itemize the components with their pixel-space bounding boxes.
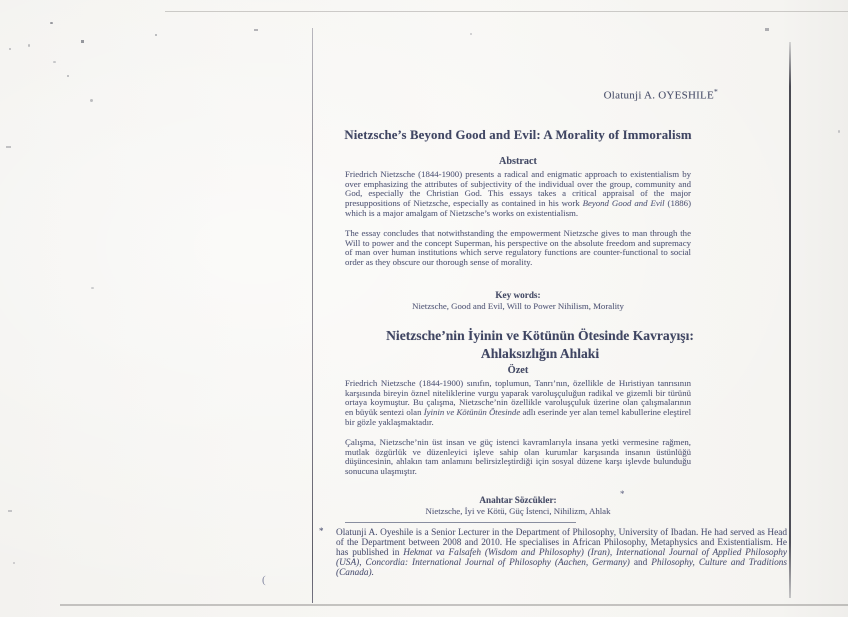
scan-speck [838, 130, 840, 133]
abstract-heading: Abstract [499, 156, 537, 167]
scan-speck [470, 33, 472, 35]
author-line [604, 87, 718, 102]
ozet-paragraph-1: Friedrich Nietzsche (1844-1900) sınıfın, toplumun, Tanrı’nın, özellikle de Hıristiyan tanrısının karşısında bireyin öznel niteliklerine vurgu yaparak varoluşçuluğun radikal ve gizemli bir türünü ortaya koymuştur. Bu çalışma, Nietzsche’nin özellikle varoluşçuluk üzerine olan çalışmalarının en büyük sentezi olan İyinin ve Kötünün Ötesinde adlı eserinde yer alan temel kabullerine eleştirel bir gözle yaklaşmaktadır. [345, 378, 692, 427]
scan-asterisk-mark: * [620, 489, 625, 499]
paper-title-tr-line1: Nietzsche’nin İyinin ve Kötünün Ötesinde Kavrayışı: [386, 328, 694, 343]
abstract-paragraph-2: The essay concludes that notwithstanding the empowerment Nietzsche gives to man through the Will to power and the concept Superman, his perspective on the absolute freedom and supremacy of man over human institutions which serve regulatory functions are counter-functional to social order as they obscure our thorough sense of morality. [345, 228, 691, 268]
author-footnote-marker: * [714, 87, 718, 96]
scan-speck [254, 29, 258, 31]
paper-title-tr-line2: Ahlaksızlığın Ahlaki [480, 345, 600, 361]
page-right-edge-line [789, 42, 791, 598]
keywords-tr: Nietzsche, İyi ve Kötü, Güç İstenci, Nihilizm, Ahlak [425, 506, 611, 516]
footnote [319, 526, 788, 579]
page-fold-line [312, 28, 313, 603]
scan-speck [90, 99, 93, 102]
paper-title-tr [330, 327, 750, 362]
scan-speck [28, 44, 30, 47]
keywords-heading-en: Key words: [495, 290, 541, 300]
ozet-paragraph-2: Çalışma, Nietzsche’nin üst insan ve güç istenci kavramlarıyla insana yetki vermesine rağmen, mutlak özgürlük ve düzenleyici işleve sahip olan kurumlar karşısında insanın üstünlüğü düşüncesinin, ahlakın tam anlamını belirsizleştirdiği için sosyal düzene karşı işlevde bulunduğu sonucuna ulaşmıştır. [345, 437, 691, 477]
keywords-heading-tr: Anahtar Sözcükler: [479, 495, 557, 505]
scan-speck [155, 34, 157, 36]
scan-speck [67, 75, 69, 77]
scan-speck [765, 28, 769, 31]
scan-paren-mark: ( [262, 574, 266, 586]
scan-speck [50, 22, 53, 24]
footnote-text: Olatunji A. Oyeshile is a Senior Lecturer in the Department of Philosophy, University of Ibadan. He had served as Head of the Department between 2008 and 2010. He specialises in African Philosophy, Metaphysics and Existentialism. He has published in Hekmat va Falsafeh (Wisdom and Philosophy) (Iran), International Journal of Applied Philosophy (USA), Concordia: International Journal of Philosophy (Aachen, Germany) and Philosophy, Culture and Traditions (Canada). [336, 528, 788, 578]
scan-speck [53, 61, 56, 63]
scan-speck [8, 510, 12, 512]
ozet-heading: Özet [507, 365, 529, 376]
abstract-paragraph-1: Friedrich Nietzsche (1844-1900) presents a radical and enigmatic approach to existentialism by over emphasizing the attributes of subjectivity of the individual over the group, community and God, especially the Christian God. This essays takes a critical appraisal of the major presuppositions of Nietzsche, especially as contained in his work Beyond Good and Evil (1886) which is a major amalgam of Nietzsche’s works on existentialism. [345, 169, 691, 218]
scan-speck [91, 287, 94, 289]
footnote-marker: * [319, 526, 324, 536]
footnote-rule [345, 522, 576, 523]
scan-speck [13, 562, 15, 564]
paper-title-en: Nietzsche’s Beyond Good and Evil: A Morality of Immoralism [344, 128, 692, 142]
author-name: Olatunji A. OYESHILE [603, 89, 714, 102]
scan-edge-bottom-line [60, 604, 848, 606]
scan-speck [9, 48, 11, 50]
keywords-en: Nietzsche, Good and Evil, Will to Power Nihilism, Morality [412, 301, 624, 311]
scan-speck [6, 146, 11, 148]
scan-edge-top-line [165, 11, 848, 12]
scan-speck [81, 40, 84, 43]
